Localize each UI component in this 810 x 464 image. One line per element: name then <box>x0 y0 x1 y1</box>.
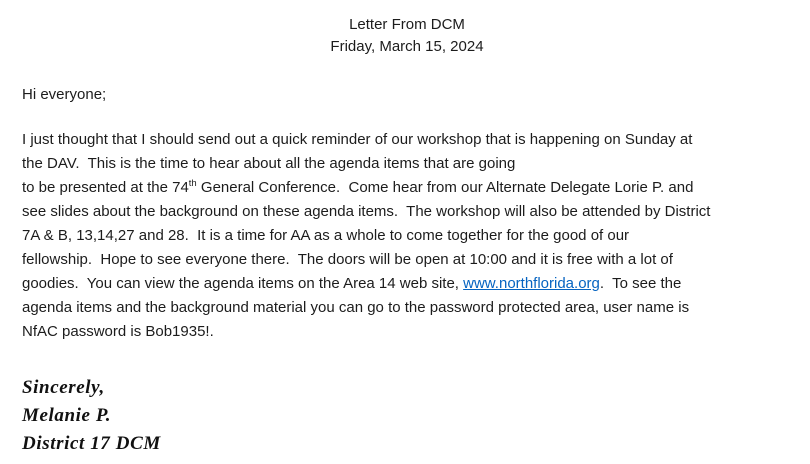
paragraph-text: 7A & B, 13,14,27 and 28. It is a time for AA as a whole to come together for the good of our <box>22 227 630 244</box>
paragraph-line <box>22 176 792 200</box>
paragraph-text: to be presented at the 74 <box>22 179 189 196</box>
paragraph-line <box>22 152 792 176</box>
paragraph-text: General Conference. Come hear from our Alternate Delegate Lorie P. and <box>196 179 694 196</box>
paragraph-line <box>22 296 792 320</box>
paragraph-text: agenda items and the background material you can go to the password protected area, user name is <box>22 299 690 316</box>
paragraph-text: fellowship. Hope to see everyone there. The doors will be open at 10:00 and it is free with a lot of <box>22 251 673 268</box>
letter-date: Friday, March 15, 2024 <box>330 38 484 55</box>
paragraph-text: the DAV. This is the time to hear about all the agenda items that are going <box>22 155 516 172</box>
superscript-ordinal: th <box>188 178 197 189</box>
signature-closing: Sincerely, <box>22 377 105 398</box>
signature-role: District 17 DCM <box>22 433 161 454</box>
signature-block <box>22 374 792 458</box>
signature-name: Melanie P. <box>22 405 112 426</box>
paragraph-text: see slides about the background on these agenda items. The workshop will also be attended by District <box>22 203 711 220</box>
paragraph-line <box>22 224 792 248</box>
paragraph-line <box>22 272 792 296</box>
paragraph-text: NfAC password is Bob1935!. <box>22 323 214 340</box>
letter-body <box>22 128 792 344</box>
paragraph-text: . To see the <box>599 275 682 292</box>
paragraph-line <box>22 128 792 152</box>
paragraph-line <box>22 248 792 272</box>
paragraph-line <box>22 200 792 224</box>
paragraph-line <box>22 320 792 344</box>
greeting: Hi everyone; <box>22 86 107 103</box>
paragraph-text: I just thought that I should send out a quick reminder of our workshop that is happening on Sunday at <box>22 131 693 148</box>
letter-title: Letter From DCM <box>349 16 465 33</box>
letter-title-block <box>22 14 792 58</box>
northflorida-link[interactable]: www.northflorida.org <box>463 275 600 292</box>
paragraph-text: goodies. You can view the agenda items on the Area 14 web site, <box>22 275 464 292</box>
